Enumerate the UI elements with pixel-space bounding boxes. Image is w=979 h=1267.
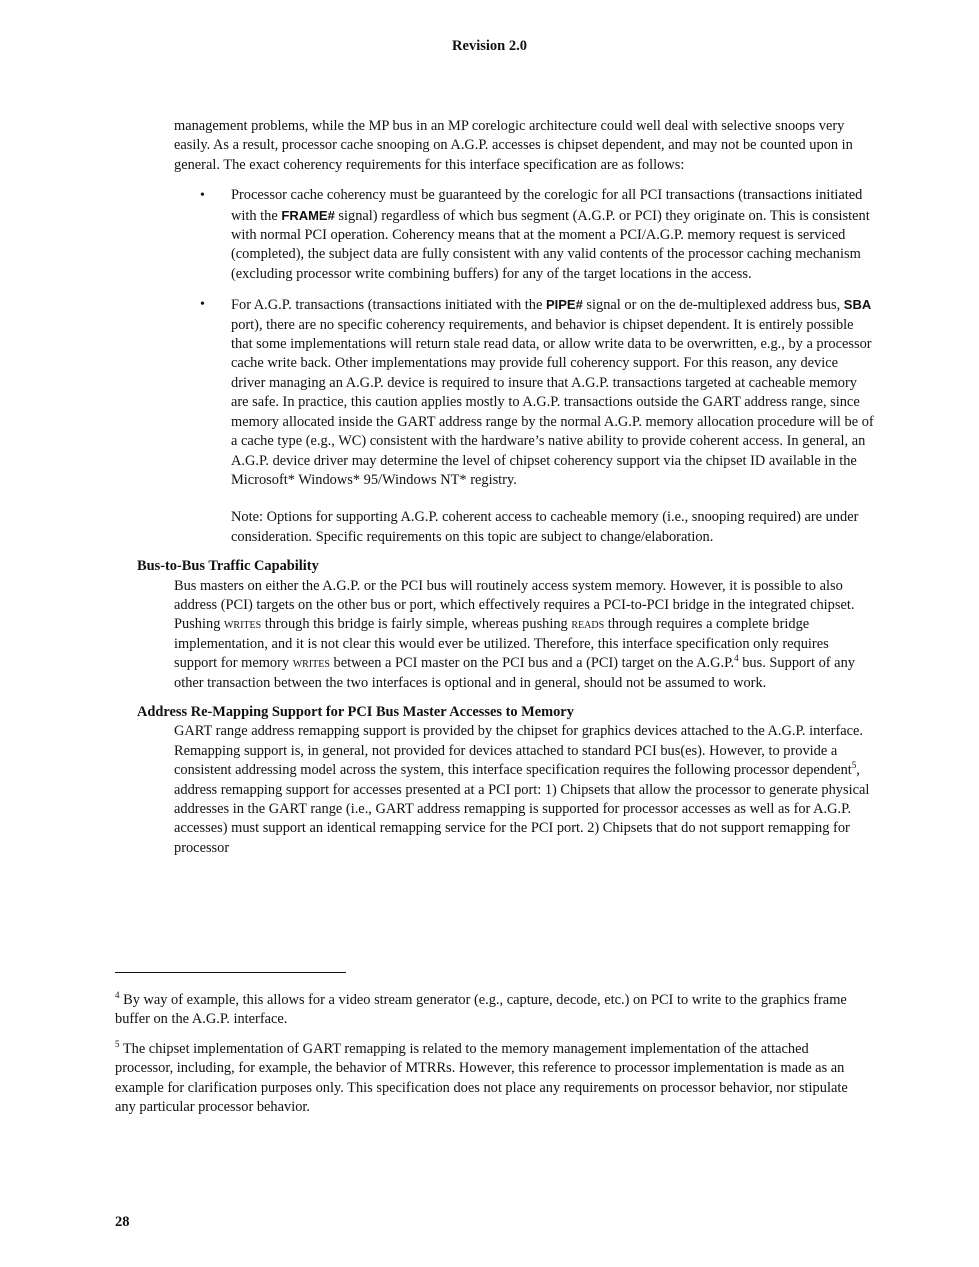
sba-signal: SBA [843, 297, 872, 313]
bullet-icon: • [200, 188, 205, 204]
footnote-ref[interactable]: 4 [734, 653, 739, 664]
footnote: $^5$ The chipset implementation of GART remapping is related to the memory management implementation of the attached processor, including, for example, the behavior of MTRRs. However, this reference to processor implementation is made as an example for clarification purposes only. This specification does not place any requirements on processor behavior, nor stipulate any particular processor behavior. [115, 1039, 848, 1116]
footnote: $^4$ By way of example, this allows for a video stream generator (e.g., capture, decode, etc.) on PCI to write to the graphics frame buffer on the A.G.P. interface. [115, 990, 847, 1028]
page-header: Revision 2.0 [452, 38, 527, 54]
section-paragraph: Bus masters on either the A.G.P. or the PCI bus will routinely access system memory. However, it is possible to also address (PCI) targets on the other bus or port, which effectively requires a PCI-to-PCI bridge in the integrated chipset. Pushing writes through this bridge is fairly simple, whereas pushing reads through requires a complete bridge implementation, and it is not clear this would ever be utilized. Therefore, this interface specification only requires support for memory writes between a PCI master on the PCI bus and a (PCI) target on the A.G.P.$^4$ bus. Support of any other transaction between the two interfaces is optional and in general, should not be assumed to work. [174, 577, 855, 691]
pipe-signal: PIPE# [545, 297, 583, 313]
page-number: 28 [115, 1214, 130, 1230]
bullet-icon: • [200, 297, 205, 313]
section-heading: Bus-to-Bus Traffic Capability [137, 558, 319, 575]
footnote-divider [115, 972, 346, 973]
section-heading: Address Re-Mapping Support for PCI Bus Master Accesses to Memory [137, 703, 574, 720]
coherency-list [174, 186, 874, 490]
list-item: • For A.G.P. transactions (transactions initiated with the PIPE# signal or on the de-multiplexed address bus, SBA port), there are no specific coherency requirements, and behavior is chipset dependent. It is entirely possible that some implementations will return stale read data, or allow write data to be overwritten, e.g., by a processor cache write back. Other implementations may provide full coherency support. For this reason, any device driver managing an A.G.P. device is required to insure that A.G.P. transactions targeted at cacheable memory are safe. In practice, this caution applies mostly to A.G.P. transactions outside the GART address range, since memory allocated inside the GART address range by the normal A.G.P. memory allocation procedure will be of a cache type (e.g., WC) consistent with the hardware’s native ability to provide coherent access. In general, an A.G.P. device driver may determine the level of chipset coherency support via the chipset ID available in the Microsoft* Windows* 95/Windows NT* registry. [200, 297, 874, 488]
footnotes [115, 991, 855, 1127]
note-paragraph: Note: Options for supporting A.G.P. coherent access to cacheable memory (i.e., snooping required) are under consideration. Specific requirements on this topic are subject to change/elaboration. [231, 509, 859, 545]
section-paragraph: GART range address remapping support is provided by the chipset for graphics devices attached to the A.G.P. interface. Remapping support is, in general, not provided for devices attached to standard PCI bus(es). However, to provide a consistent addressing model across the system, this interface specification requires the following processor dependent$^5$, address remapping support for accesses presented at a PCI port: 1) Chipsets that allow the processor to generate physical addresses in the GART range (i.e., GART address remapping is supported for processor accesses as well as for A.G.P. accesses) must support an identical remapping service for the PCI port. 2) Chipsets that do not support remapping for processor [174, 723, 870, 856]
body-text [137, 117, 874, 868]
frame-signal: FRAME# [281, 207, 335, 223]
list-item: • Processor cache coherency must be guaranteed by the corelogic for all PCI transactions (transactions initiated with the FRAME# signal) regardless of which bus segment (A.G.P. or PCI) they originate on. This is consistent with normal PCI operation. Coherency means that at the moment a PCI/A.G.P. memory request is serviced (completed), the subject data are fully consistent with any valid contents of the processor caching mechanism (excluding processor write combining buffers) for any of the target locations in the access. [200, 187, 870, 282]
footnote-ref[interactable]: 5 [851, 760, 857, 771]
intro-paragraph: management problems, while the MP bus in an MP corelogic architecture could well deal with selective snoops very easily. As a result, processor cache snooping on A.G.P. accesses is chipset dependent, and may not be counted upon in general. The exact coherency requirements for this interface specification are as follows: [174, 118, 853, 173]
